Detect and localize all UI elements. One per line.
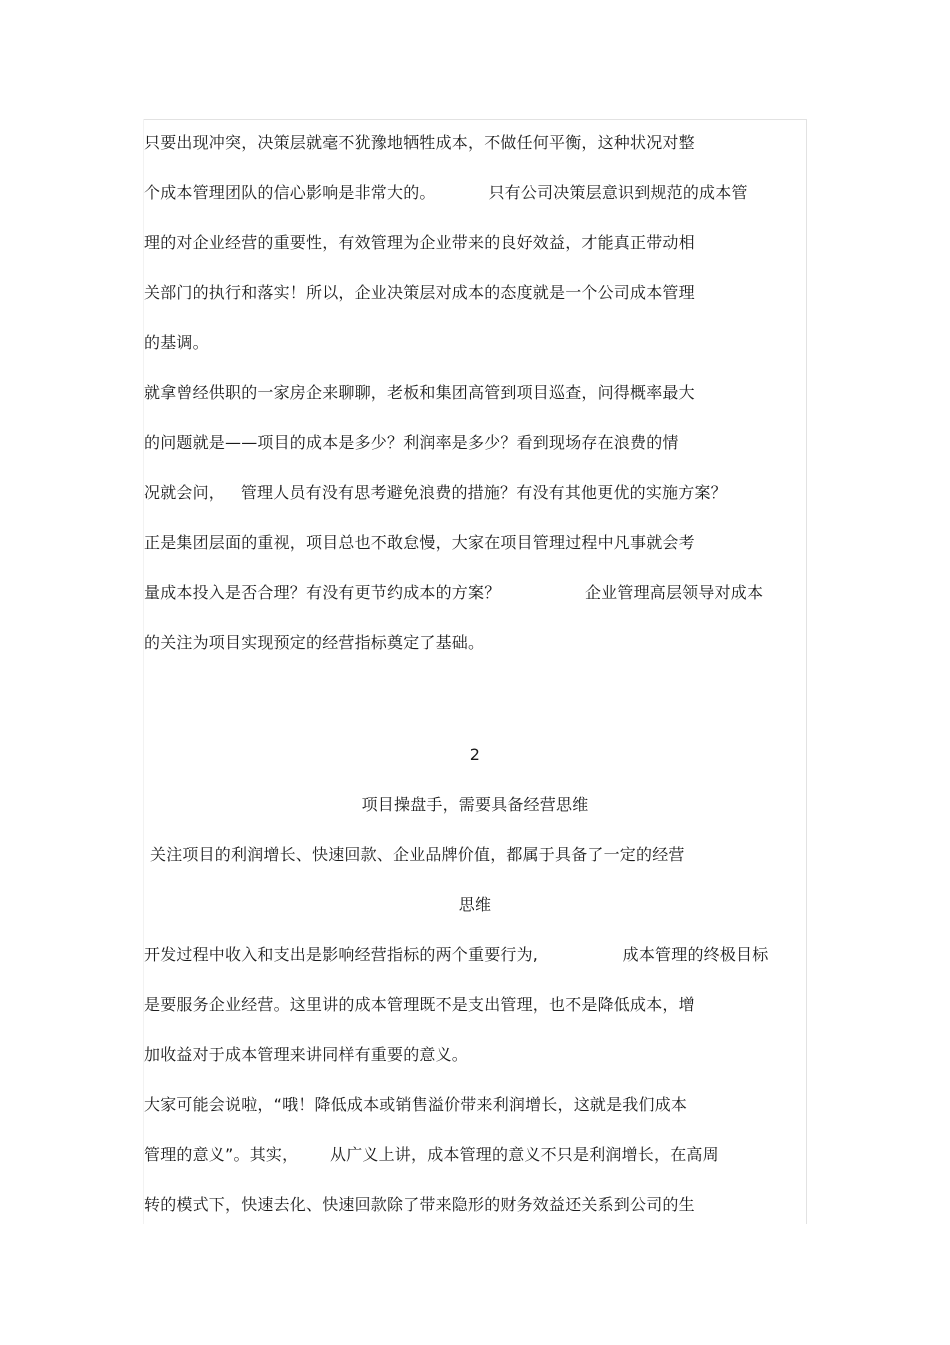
paragraph-line: 管理的意义”。其实， 从广义上讲，成本管理的意义不只是利润增长，在高周 — [144, 1145, 719, 1164]
paragraph-line: 是要服务企业经营。这里讲的成本管理既不是支出管理，也不是降低成本，增 — [144, 995, 695, 1014]
section-subtitle: 关注项目的利润增长、快速回款、企业品牌价值，都属于具备了一定的经营 — [150, 845, 685, 864]
paragraph-line: 就拿曾经供职的一家房企来聊聊，老板和集团高管到项目巡查，问得概率最大 — [144, 383, 695, 402]
paragraph-line: 转的模式下，快速去化、快速回款除了带来隐形的财务效益还关系到公司的生 — [144, 1195, 695, 1214]
paragraph-line: 开发过程中收入和支出是影响经营指标的两个重要行为, 成本管理的终极目标 — [144, 945, 769, 964]
section-title: 项目操盘手，需要具备经营思维 — [361, 795, 589, 814]
paragraph-line: 理的对企业经营的重要性，有效管理为企业带来的良好效益，才能真正带动相 — [144, 233, 695, 252]
paragraph-line: 大家可能会说啦，“哦！降低成本或销售溢价带来利润增长，这就是我们成本 — [144, 1095, 688, 1114]
page-border-top — [143, 119, 807, 120]
section-number: 2 — [469, 745, 481, 764]
paragraph-line: 正是集团层面的重视，项目总也不敢怠慢，大家在项目管理过程中凡事就会考 — [144, 533, 695, 552]
paragraph-line: 只要出现冲突，决策层就毫不犹豫地牺牲成本，不做任何平衡，这种状况对整 — [144, 133, 695, 152]
paragraph-line: 加收益对于成本管理来讲同样有重要的意义。 — [144, 1045, 469, 1064]
paragraph-line: 的关注为项目实现预定的经营指标奠定了基础。 — [144, 633, 485, 652]
page-border-right — [806, 119, 807, 1224]
paragraph-line: 关部门的执行和落实！所以，企业决策层对成本的态度就是一个公司成本管理 — [144, 283, 695, 302]
paragraph-line: 的问题就是——项目的成本是多少？利润率是多少？看到现场存在浪费的情 — [144, 433, 679, 452]
paragraph-line: 个成本管理团队的信心影响是非常大的。 只有公司决策层意识到规范的成本管 — [144, 183, 748, 202]
paragraph-line: 况就会问， 管理人员有没有思考避免浪费的措施？有没有其他更优的实施方案？ — [144, 483, 727, 502]
paragraph-line: 的基调。 — [144, 333, 209, 352]
section-subtitle-continued: 思维 — [458, 895, 492, 914]
paragraph-line: 量成本投入是否合理？有没有更节约成本的方案？ 企业管理高层领导对成本 — [144, 583, 764, 602]
